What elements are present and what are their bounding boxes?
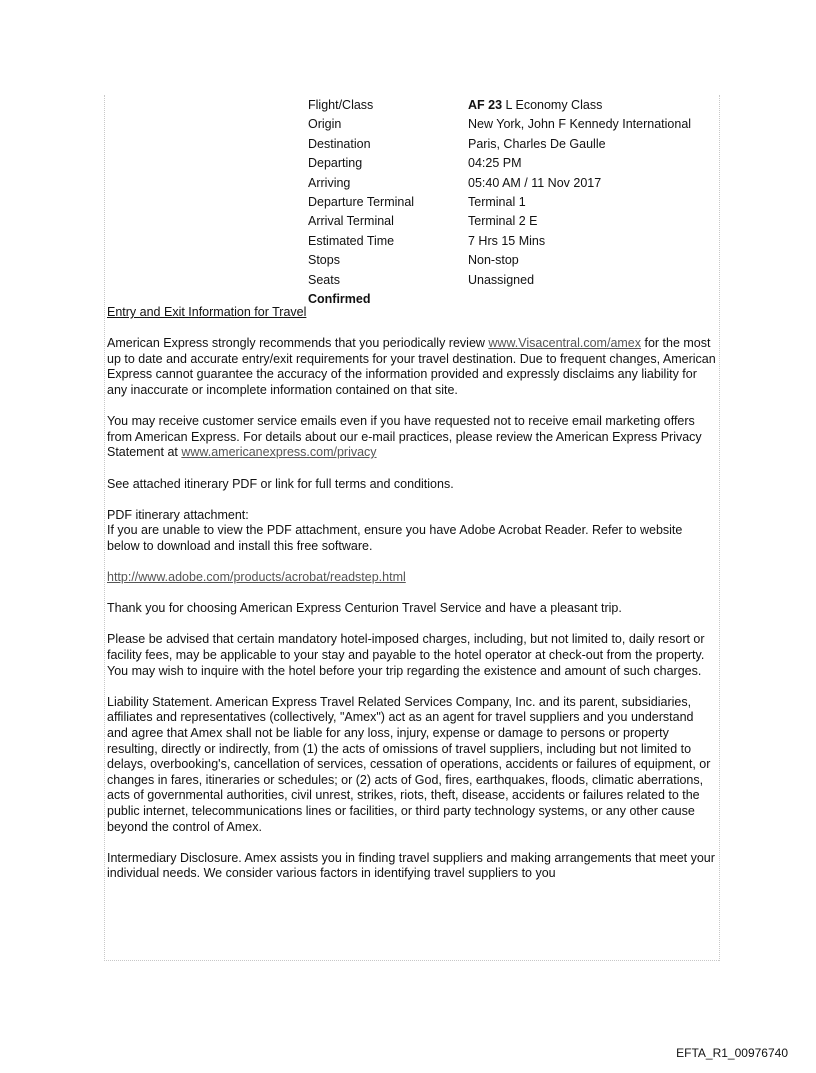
flight-row-flight-class bbox=[308, 96, 691, 115]
flight-row-departing bbox=[308, 154, 691, 173]
estimated-time-label: Estimated Time bbox=[308, 233, 395, 248]
flight-row-seats bbox=[308, 271, 691, 290]
booking-status: Confirmed bbox=[308, 292, 371, 307]
flight-class-label: Flight/Class bbox=[308, 98, 374, 112]
flight-row-stops bbox=[308, 251, 691, 270]
privacy-link[interactable]: www.americanexpress.com/privacy bbox=[181, 445, 377, 460]
visacentral-link[interactable]: www.Visacentral.com/amex bbox=[488, 336, 642, 351]
flight-class: L Economy Class bbox=[502, 98, 603, 112]
departing-value: 04:25 PM bbox=[468, 156, 522, 171]
destination-label: Destination bbox=[308, 136, 371, 151]
frame-bottom-border bbox=[104, 960, 719, 961]
origin-value: New York, John F Kennedy International bbox=[468, 117, 692, 132]
privacy-paragraph bbox=[107, 414, 717, 461]
stops-label: Stops bbox=[308, 253, 340, 268]
flight-details-table bbox=[308, 96, 691, 309]
arriving-value: 05:40 AM / 11 Nov 2017 bbox=[468, 175, 602, 190]
intermediary-paragraph: Intermediary Disclosure. Amex assists you in finding travel suppliers and making arrangements that meet your individual needs. We consider various factors in identifying travel suppliers to you bbox=[107, 850, 715, 881]
flight-row-origin bbox=[308, 115, 691, 134]
privacy-text: You may receive customer service emails even if you have requested not to receive email marketing offers from American Express. For details about our e-mail practices, please review the American Express Privacy Statement at bbox=[107, 414, 702, 460]
seats-value: Unassigned bbox=[468, 272, 535, 287]
origin-label: Origin bbox=[308, 117, 342, 132]
flight-row-estimated-time bbox=[308, 232, 691, 251]
departing-label: Departing bbox=[308, 156, 363, 171]
pdf-paragraph: If you are unable to view the PDF attachment, ensure you have Adobe Acrobat Reader. Refer to website below to download and install this free software. bbox=[107, 523, 683, 553]
seats-label: Seats bbox=[308, 272, 340, 287]
departure-terminal-value: Terminal 1 bbox=[468, 195, 526, 210]
document-body bbox=[107, 305, 717, 898]
frame-right-border bbox=[719, 95, 720, 961]
destination-value: Paris, Charles De Gaulle bbox=[468, 136, 606, 151]
flight-class-value bbox=[468, 96, 691, 115]
flight-row-arrival-terminal bbox=[308, 212, 691, 231]
entry-exit-paragraph bbox=[107, 336, 717, 398]
flight-row-destination bbox=[308, 135, 691, 154]
flight-row-arriving bbox=[308, 174, 691, 193]
thanks-paragraph: Thank you for choosing American Express Centurion Travel Service and have a pleasant trip. bbox=[107, 601, 622, 616]
terms-paragraph: See attached itinerary PDF or link for full terms and conditions. bbox=[107, 476, 454, 491]
adobe-link-paragraph bbox=[107, 570, 717, 586]
stops-value: Non-stop bbox=[468, 253, 519, 268]
entry-exit-text-end: for the most up to date and accurate entry/exit requirements for your travel destination. Due to frequent changes, American Express cannot guarantee the accuracy of the information provided and expressly disclaims any liability for any inaccurate or incomplete information contained on that site. bbox=[107, 336, 716, 397]
arrival-terminal-value: Terminal 2 E bbox=[468, 214, 538, 229]
hotel-charges-paragraph: Please be advised that certain mandatory hotel-imposed charges, including, but not limited to, daily resort or facility fees, may be applicable to your stay and payable to the hotel operator at check-out from the property. You may wish to inquire with the hotel before your trip regarding the existence and amount of such charges. bbox=[107, 632, 705, 678]
pdf-heading: PDF itinerary attachment: bbox=[107, 507, 249, 522]
estimated-time-value: 7 Hrs 15 Mins bbox=[468, 233, 546, 248]
departure-terminal-label: Departure Terminal bbox=[308, 195, 415, 210]
entry-exit-text-start: American Express strongly recommends that you periodically review bbox=[107, 336, 489, 351]
flight-number: AF 23 bbox=[468, 98, 503, 112]
adobe-link[interactable]: http://www.adobe.com/products/acrobat/readstep.html bbox=[107, 570, 406, 585]
entry-exit-heading: Entry and Exit Information for Travel bbox=[107, 305, 307, 319]
arrival-terminal-label: Arrival Terminal bbox=[308, 214, 394, 229]
arriving-label: Arriving bbox=[308, 175, 351, 190]
frame-left-border bbox=[104, 95, 105, 961]
document-reference-code: EFTA_R1_00976740 bbox=[676, 1046, 788, 1060]
liability-paragraph: Liability Statement. American Express Travel Related Services Company, Inc. and its parent, subsidiaries, affiliates and representatives (collectively, "Amex") act as an agent for travel suppliers and you understand and agree that Amex shall not be liable for any loss, injury, expense or damage to persons or property resulting, directly or indirectly, from (1) the acts of omissions of travel suppliers, including but not limited to delays, overbooking's, cancellation of services, cessation of operations, accidents or failures of equipment, or changes in fares, itineraries or schedules; or (2) acts of God, fires, earthquakes, floods, climatic aberrations, acts of governmental authorities, civil unrest, strikes, riots, theft, disease, accidents or failures related to the public internet, telecommunications lines or facilities, or third party technology systems, or any other cause beyond the control of Amex. bbox=[107, 694, 711, 834]
flight-row-departure-terminal bbox=[308, 193, 691, 212]
